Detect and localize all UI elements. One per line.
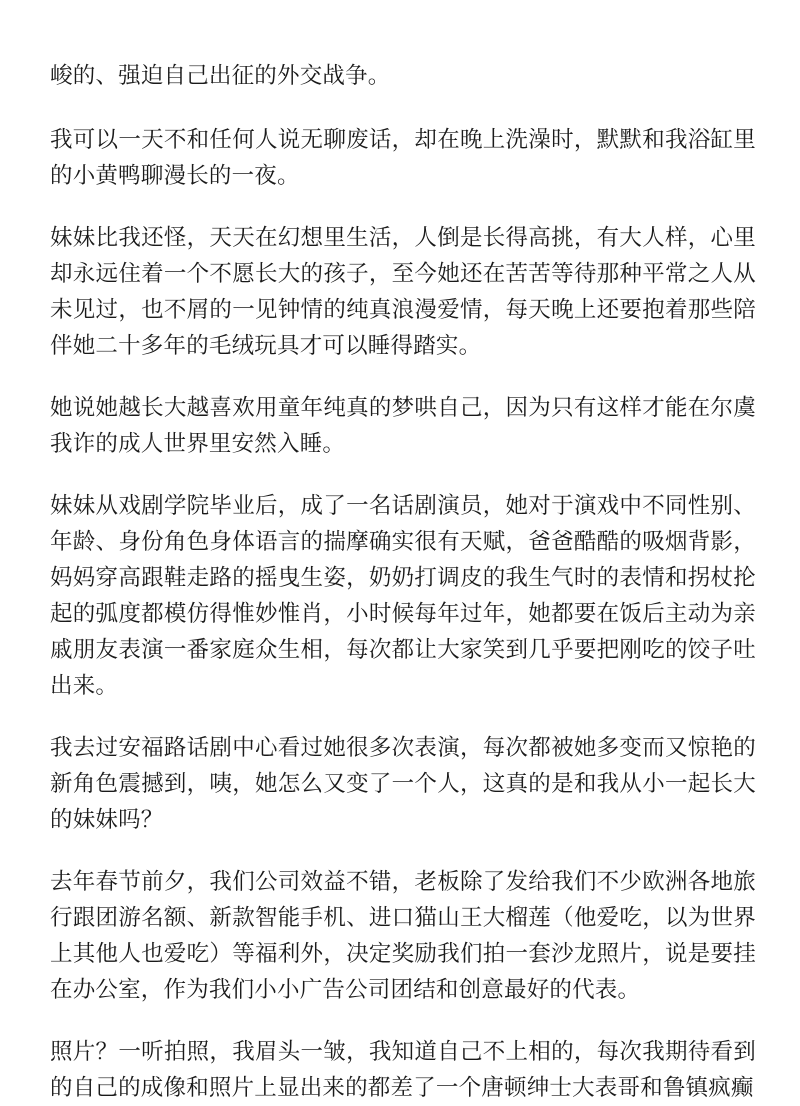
paragraph-2: 我可以一天不和任何人说无聊废话，却在晚上洗澡时，默默和我浴缸里的小黄鸭聊漫长的一夜。 [50,127,756,189]
paragraph-5: 妹妹从戏剧学院毕业后，成了一名话剧演员，她对于演戏中不同性别、年龄、身份角色身体语言的揣摩确实很有天赋，爸爸酷酷的吸烟背影，妈妈穿高跟鞋走路的摇曳生姿，奶奶打调皮的我生气时的表情和拐杖抡起的弧度都模仿得惟妙惟肖，小时候每年过年，她都要在饭后主动为亲戚朋友表演一番家庭众生相，每次都让大家笑到几乎要把刚吃的饺子吐出来。 [50,493,756,699]
paragraph-8: 照片？一听拍照，我眉头一皱，我知道自己不上相的，每次我期待看到的自己的成像和照片上显出来的都差了一个唐顿绅士大表哥和鲁镇疯癫 [50,1039,756,1101]
paragraph-6: 我去过安福路话剧中心看过她很多次表演，每次都被她多变而又惊艳的新角色震撼到，咦，她怎么又变了一个人，这真的是和我从小一起长大的妹妹吗？ [50,735,756,833]
paragraph-7: 去年春节前夕，我们公司效益不错，老板除了发给我们不少欧洲各地旅行跟团游名额、新款智能手机、进口猫山王大榴莲（他爱吃，以为世界上其他人也爱吃）等福利外，决定奖励我们拍一套沙龙照片，说是要挂在办公室，作为我们小小广告公司团结和创意最好的代表。 [50,869,756,1003]
paragraph-1: 峻的、强迫自己出征的外交战争。 [50,63,391,89]
paragraph-3: 妹妹比我还怪，天天在幻想里生活，人倒是长得高挑，有大人样，心里却永远住着一个不愿长大的孩子，至今她还在苦苦等待那种平常之人从未见过，也不屑的一见钟情的纯真浪漫爱情，每天晚上还要抱着那些陪伴她二十多年的毛绒玩具才可以睡得踏实。 [50,225,756,359]
paragraph-4: 她说她越长大越喜欢用童年纯真的梦哄自己，因为只有这样才能在尔虞我诈的成人世界里安然入睡。 [50,395,756,457]
